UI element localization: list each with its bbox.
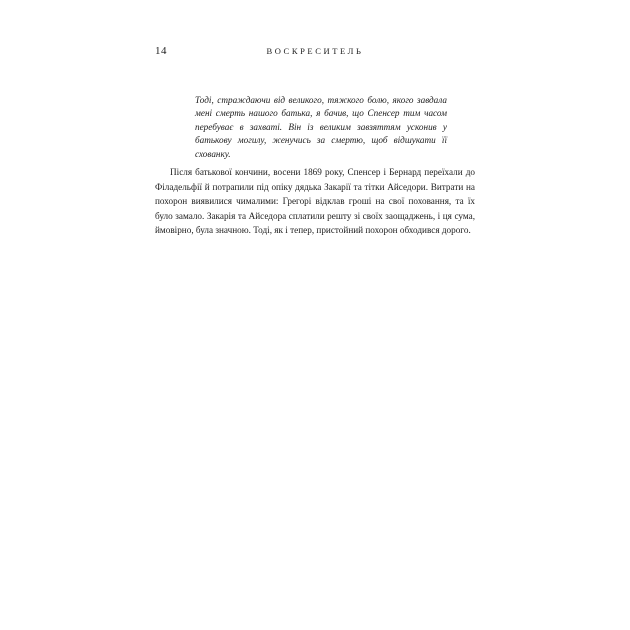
- body-paragraph: Після батькової кончини, восени 1869 року, Спенсер і Бернард переїхали до Філадельфії й потрапили під опіку дядька Закарії та тітки Айседори. Витрати на похорон виявилися чималими: Грегорі відклав гроші на свої поховання, та їх було замало. Закарія та Айседора сплатили решту зі своїх заощаджень, і ця сума, ймовірно, була значною. Тоді, як і тепер, пристойний похорон обходився дорого.: [155, 167, 475, 236]
- page-number: 14: [155, 45, 167, 57]
- epigraph-text: Тоді, страждаючи від великого, тяжкого болю, якого завдала мені смерть нашого батька, я бачив, що Спенсер тим часом перебуває в захваті. Він із великим завзяттям усконив у батькову могилу, женучись за смертю, щоб відшукати її схованку.: [195, 95, 447, 159]
- running-head: ВОСКРЕСИТЕЛЬ: [266, 46, 364, 56]
